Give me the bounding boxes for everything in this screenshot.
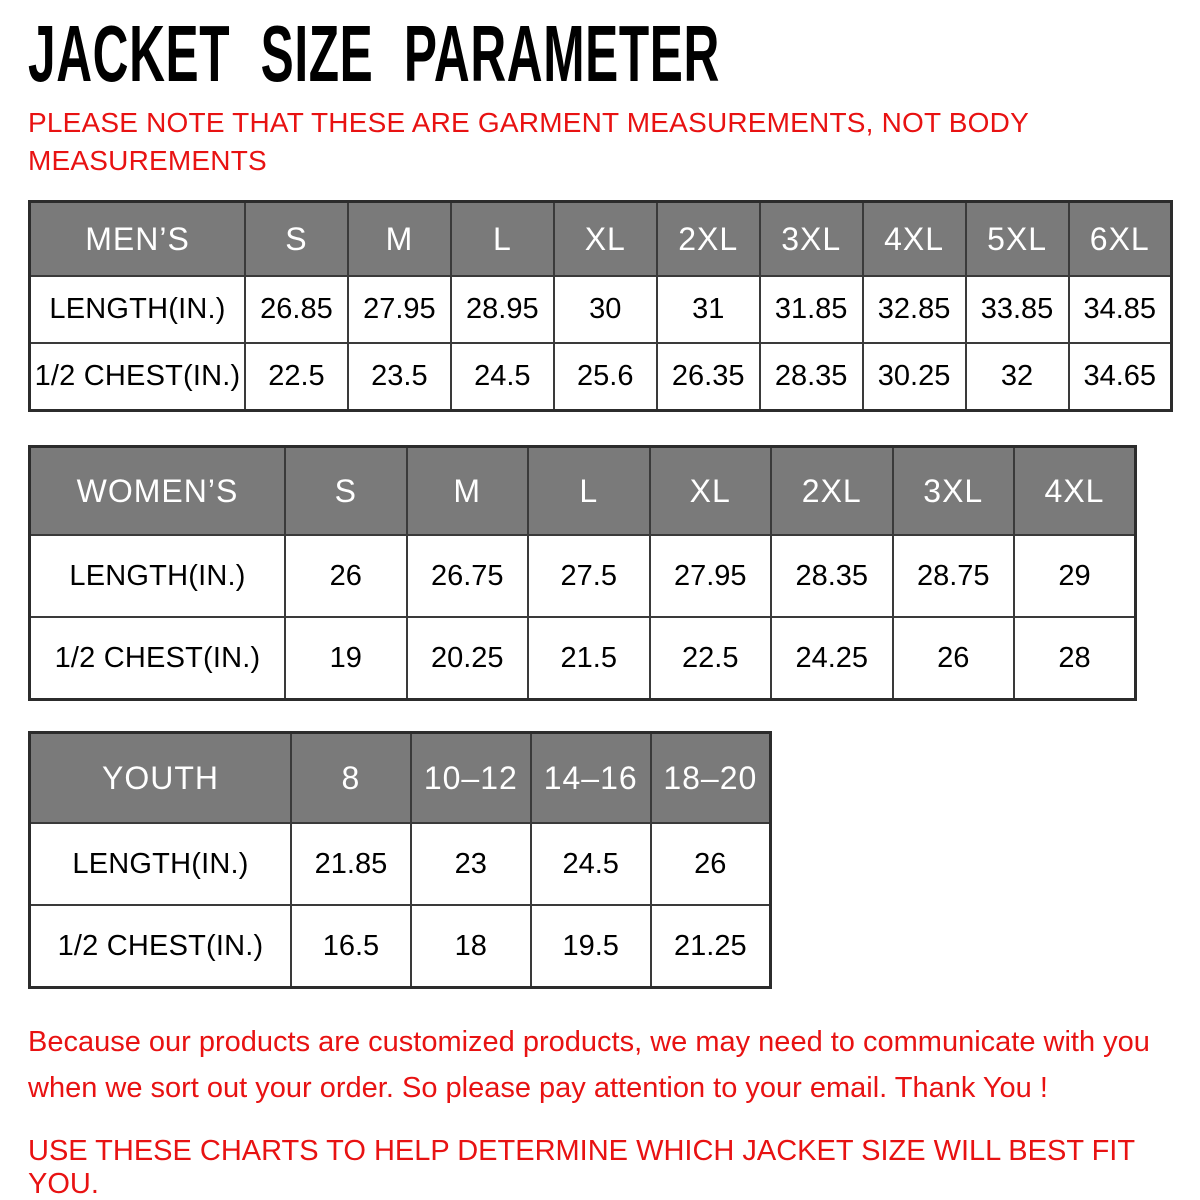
size-value: 27.5 [528,535,650,617]
size-value: 33.85 [966,276,1069,343]
size-value: 22.5 [650,617,772,700]
table-title-cell: MEN’S [30,202,246,277]
table-row [30,343,1172,411]
size-column-header: 5XL [966,202,1069,277]
fit-advice-line: USE THESE CHARTS TO HELP DETERMINE WHICH JACKET SIZE WILL BEST FIT YOU. [28,1135,1135,1200]
size-value: 31.85 [760,276,863,343]
size-value: 18 [411,905,531,988]
size-column-header: 6XL [1069,202,1172,277]
size-column-header: XL [554,202,657,277]
size-column-header: 4XL [1014,447,1136,536]
table-row [30,617,1136,700]
size-column-header: L [451,202,554,277]
garment-measurement-note [28,104,1170,180]
notice-line-2: when we sort out your order. So please pay attention to your email. Thank You ! [28,1072,1048,1104]
size-value: 25.6 [554,343,657,411]
size-value: 19.5 [531,905,651,988]
size-value: 20.25 [407,617,529,700]
size-value: 27.95 [348,276,451,343]
table-title-cell: YOUTH [30,733,292,824]
size-column-header: 3XL [893,447,1015,536]
size-value: 19 [285,617,407,700]
size-table-youth [28,731,772,989]
tables-region [28,200,1170,989]
size-value: 24.5 [531,823,651,905]
size-value: 26 [651,823,771,905]
size-value: 23 [411,823,531,905]
size-value: 31 [657,276,760,343]
size-value: 28.35 [760,343,863,411]
size-column-header: L [528,447,650,536]
size-value: 21.5 [528,617,650,700]
header-row [30,202,1172,277]
size-table-women-s [28,445,1137,701]
size-value: 27.95 [650,535,772,617]
custom-order-notice [28,1019,1170,1111]
size-column-header: 4XL [863,202,966,277]
size-value: 26 [285,535,407,617]
size-column-header: S [245,202,348,277]
row-label: 1/2 CHEST(IN.) [30,343,246,411]
size-column-header: 2XL [771,447,893,536]
table-row [30,905,771,988]
page-title: JACKET SIZE PARAMETER [28,9,720,98]
size-value: 16.5 [291,905,411,988]
size-column-header: 8 [291,733,411,824]
size-value: 21.85 [291,823,411,905]
size-value: 24.25 [771,617,893,700]
row-label: LENGTH(IN.) [30,276,246,343]
row-label: LENGTH(IN.) [30,535,286,617]
size-value: 23.5 [348,343,451,411]
size-column-header: XL [650,447,772,536]
size-column-header: 3XL [760,202,863,277]
size-value: 26 [893,617,1015,700]
row-label: 1/2 CHEST(IN.) [30,617,286,700]
header-row [30,733,771,824]
size-value: 21.25 [651,905,771,988]
size-table-men-s [28,200,1173,412]
size-value: 34.85 [1069,276,1172,343]
table-row [30,823,771,905]
size-value: 28.95 [451,276,554,343]
size-value: 28.75 [893,535,1015,617]
size-value: 26.75 [407,535,529,617]
size-value: 28.35 [771,535,893,617]
header-row [30,447,1136,536]
size-column-header: S [285,447,407,536]
size-value: 32 [966,343,1069,411]
size-column-header: M [348,202,451,277]
note-line-1: PLEASE NOTE THAT THESE ARE GARMENT MEASUREMENTS, NOT BODY [28,107,1029,138]
size-value: 29 [1014,535,1136,617]
size-value: 28 [1014,617,1136,700]
table-row [30,535,1136,617]
table-title-cell: WOMEN’S [30,447,286,536]
size-column-header: 10–12 [411,733,531,824]
size-value: 24.5 [451,343,554,411]
size-value: 22.5 [245,343,348,411]
size-column-header: 14–16 [531,733,651,824]
size-column-header: 2XL [657,202,760,277]
size-value: 30.25 [863,343,966,411]
notice-line-1: Because our products are customized products, we may need to communicate with you [28,1026,1150,1058]
size-value: 30 [554,276,657,343]
table-row [30,276,1172,343]
row-label: 1/2 CHEST(IN.) [30,905,292,988]
size-column-header: 18–20 [651,733,771,824]
size-value: 26.35 [657,343,760,411]
size-value: 26.85 [245,276,348,343]
row-label: LENGTH(IN.) [30,823,292,905]
size-value: 34.65 [1069,343,1172,411]
note-line-2: MEASUREMENTS [28,145,267,176]
size-value: 32.85 [863,276,966,343]
size-column-header: M [407,447,529,536]
